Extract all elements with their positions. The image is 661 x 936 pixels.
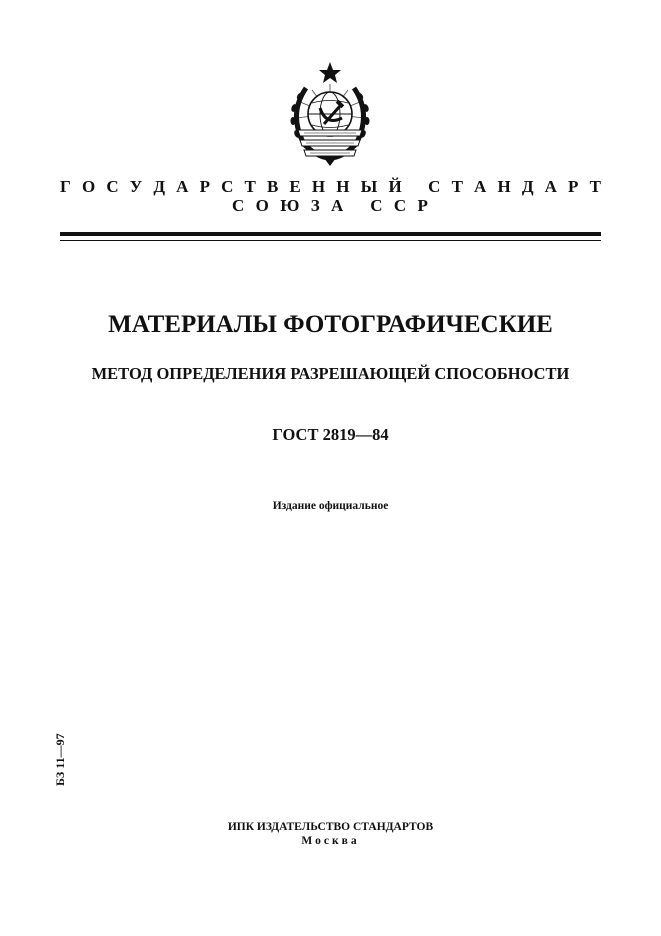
header-line-1-letter: С bbox=[106, 177, 119, 196]
document-subtitle: МЕТОД ОПРЕДЕЛЕНИЯ РАЗРЕШАЮЩЕЙ СПОСОБНОСТИ bbox=[91, 364, 570, 383]
header-line-2-letter: С bbox=[393, 196, 407, 215]
header-line-1-letter: Н bbox=[497, 177, 511, 196]
header-line-2-letter: З bbox=[310, 196, 320, 215]
header-divider-thick bbox=[60, 232, 601, 236]
header-line-1-letter: Д bbox=[153, 177, 166, 196]
header-line-1-letter: Т bbox=[244, 177, 256, 196]
publisher-name: ИПК ИЗДАТЕЛЬСТВО СТАНДАРТОВ bbox=[227, 821, 434, 833]
header-line-1-letter: Т bbox=[589, 177, 601, 196]
header-line-1-letter: Д bbox=[521, 177, 534, 196]
standard-number: ГОСТ 2819—84 bbox=[272, 425, 389, 444]
edition-note: Издание официальное bbox=[272, 500, 389, 512]
header-line-1-letter: А bbox=[176, 177, 189, 196]
state-emblem-icon bbox=[276, 58, 384, 170]
header-line-1-letter: Т bbox=[451, 177, 463, 196]
header-line-1-letter: Р bbox=[568, 177, 579, 196]
header-divider-thin bbox=[60, 240, 601, 241]
header-line-2-letter: Р bbox=[417, 196, 428, 215]
header-line-1-letter: Ы bbox=[360, 177, 378, 196]
header-line-1-letter: Е bbox=[289, 177, 301, 196]
header-line-1-letter: У bbox=[129, 177, 143, 196]
header-line-1-letter: В bbox=[266, 177, 279, 196]
header-line-2-letters bbox=[232, 194, 428, 218]
header-line-2-letter: Ю bbox=[280, 196, 300, 215]
header-line-2-word-gap bbox=[355, 194, 359, 218]
header-line-1-letter: Й bbox=[388, 177, 402, 196]
header-line-2-letter: С bbox=[232, 196, 245, 215]
header-line-1-letter: Г bbox=[60, 177, 71, 196]
header-line-1-letter: С bbox=[221, 177, 234, 196]
header-line-1-letter: Н bbox=[336, 177, 350, 196]
header-line-1-letter: Р bbox=[199, 177, 210, 196]
publisher-city: Москва bbox=[301, 835, 360, 847]
side-code: БЗ 11—97 bbox=[53, 733, 67, 786]
header-line-1-letter: Н bbox=[311, 177, 326, 196]
header-line-1-letter: О bbox=[81, 177, 96, 196]
header-line-2-letter: О bbox=[255, 196, 269, 215]
header-ussr bbox=[232, 194, 428, 218]
header-line-2-letter: А bbox=[331, 196, 344, 215]
header-line-1-letter: А bbox=[544, 177, 557, 196]
header-line-1-letter: С bbox=[428, 177, 441, 196]
header-line-1-letter: А bbox=[474, 177, 487, 196]
document-title: МАТЕРИАЛЫ ФОТОГРАФИЧЕСКИЕ bbox=[108, 311, 553, 338]
header-line-2-letter: С bbox=[370, 196, 383, 215]
